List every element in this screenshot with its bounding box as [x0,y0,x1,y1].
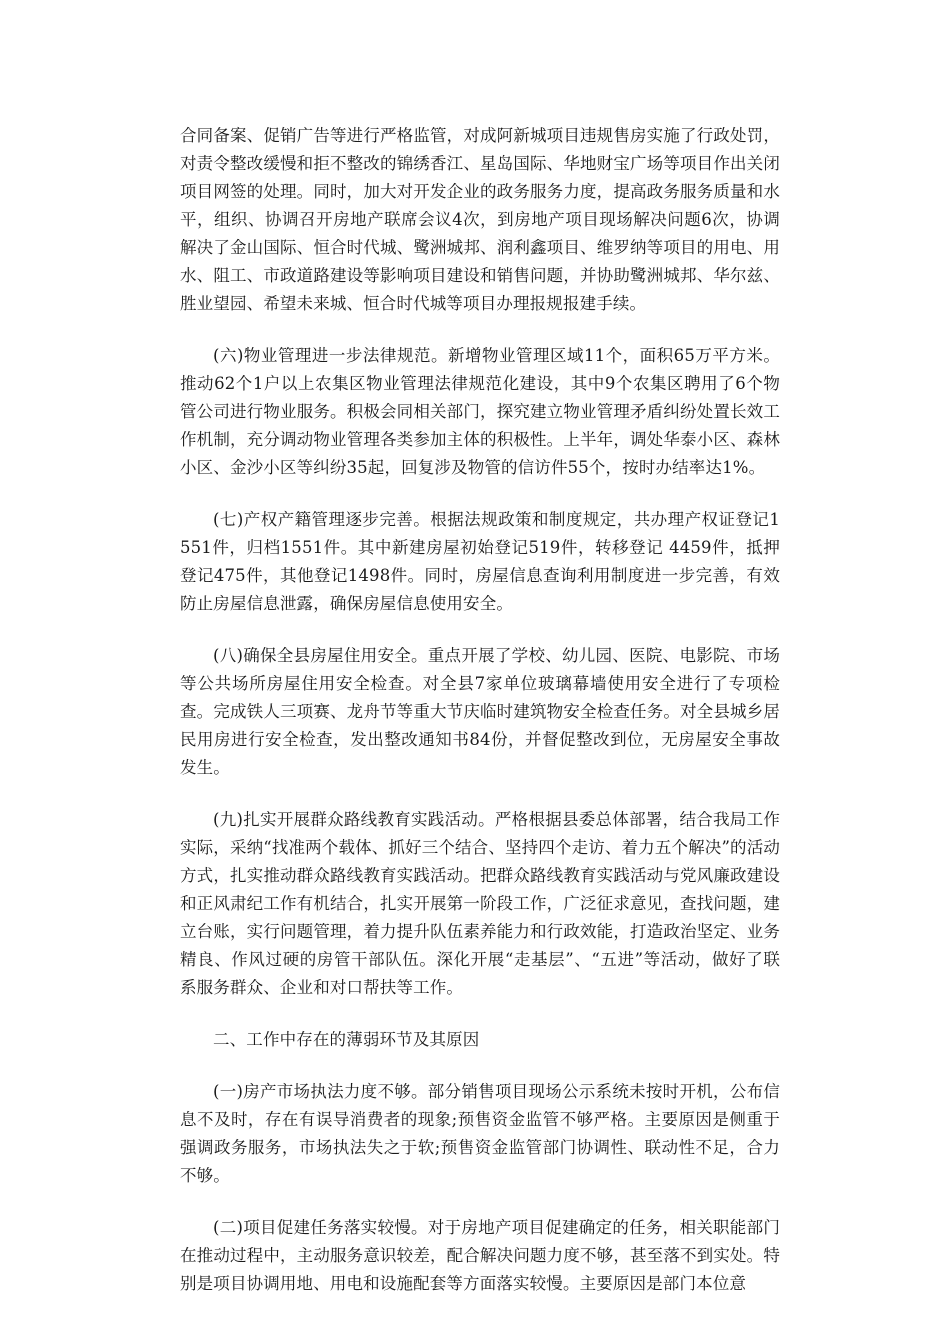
paragraph-continued: 合同备案、促销广告等进行严格监管，对成阿新城项目违规售房实施了行政处罚，对责令整改缓慢和拒不整改的锦绣香江、星岛国际、华地财宝广场等项目作出关闭项目网签的处理。同时，加大对开发企业的政务服务力度，提高政务服务质量和水平，组织、协调召开房地产联席会议4次，到房地产项目现场解决问题6次，协调解决了金山国际、恒合时代城、鹭洲城邦、润利鑫项目、维罗纳等项目的用电、用水、阻工、市政道路建设等影响项目建设和销售问题，并协助鹭洲城邦、华尔兹、胜业望园、希望未来城、恒合时代城等项目办理报规报建手续。 [180,126,780,313]
paragraph-mass-line: (九)扎实开展群众路线教育实践活动。严格根据县委总体部署，结合我局工作实际，采纳“找准两个载体、抓好三个结合、坚持四个走访、着力五个解决”的活动方式，扎实推动群众路线教育实践活动。把群众路线教育实践活动与党风廉政建设和正风肃纪工作有机结合，扎实开展第一阶段工作，广泛征求意见，查找问题，建立台账，实行问题管理，着力提升队伍素养能力和行政效能，打造政治坚定、业务精良、作风过硬的房管干部队伍。深化开展“走基层”、“五进”等活动，做好了联系服务群众、企业和对口帮扶等工作。 [180,810,780,997]
paragraph-property-management: (六)物业管理进一步法律规范。新增物业管理区域11个，面积65万平方米。推动62个1户以上农集区物业管理法律规范化建设，其中9个农集区聘用了6个物管公司进行物业服务。积极会同相关部门，探究建立物业管理矛盾纠纷处置长效工作机制，充分调动物业管理各类参加主体的积极性。上半年，调处华泰小区、森林小区、金沙小区等纠纷35起，回复涉及物管的信访件55个，按时办结率达1%。 [180,346,780,477]
paragraph-project-promotion: (二)项目促建任务落实较慢。对于房地产项目促建确定的任务，相关职能部门在推动过程中，主动服务意识较差，配合解决问题力度不够，甚至落不到实处。特别是项目协调用地、用电和设施配套等方面落实较慢。主要原因是部门本位意 [180,1218,780,1293]
paragraph-housing-safety: (八)确保全县房屋住用安全。重点开展了学校、幼儿园、医院、电影院、市场等公共场所房屋住用安全检查。对全县7家单位玻璃幕墙使用安全进行了专项检查。完成铁人三项赛、龙舟节等重大节庆临时建筑物安全检查任务。对全县城乡居民用房进行安全检查，发出整改通知书84份，并督促整改到位，无房屋安全事故发生。 [180,646,780,777]
document-body [180,122,780,1322]
paragraph-property-rights: (七)产权产籍管理逐步完善。根据法规政策和制度规定，共办理产权证登记1551件，归档1551件。其中新建房屋初始登记519件，转移登记 4459件，抵押登记475件，其他登记1498件。同时，房屋信息查询利用制度进一步完善，有效防止房屋信息泄露，确保房屋信息使用安全。 [180,510,780,613]
section-heading: 二、工作中存在的薄弱环节及其原因 [213,1030,480,1049]
paragraph-market-enforcement: (一)房产市场执法力度不够。部分销售项目现场公示系统未按时开机，公布信息不及时，存在有误导消费者的现象;预售资金监管不够严格。主要原因是侧重于强调政务服务，市场执法失之于软;预售资金监管部门协调性、联动性不足，合力不够。 [180,1082,780,1185]
